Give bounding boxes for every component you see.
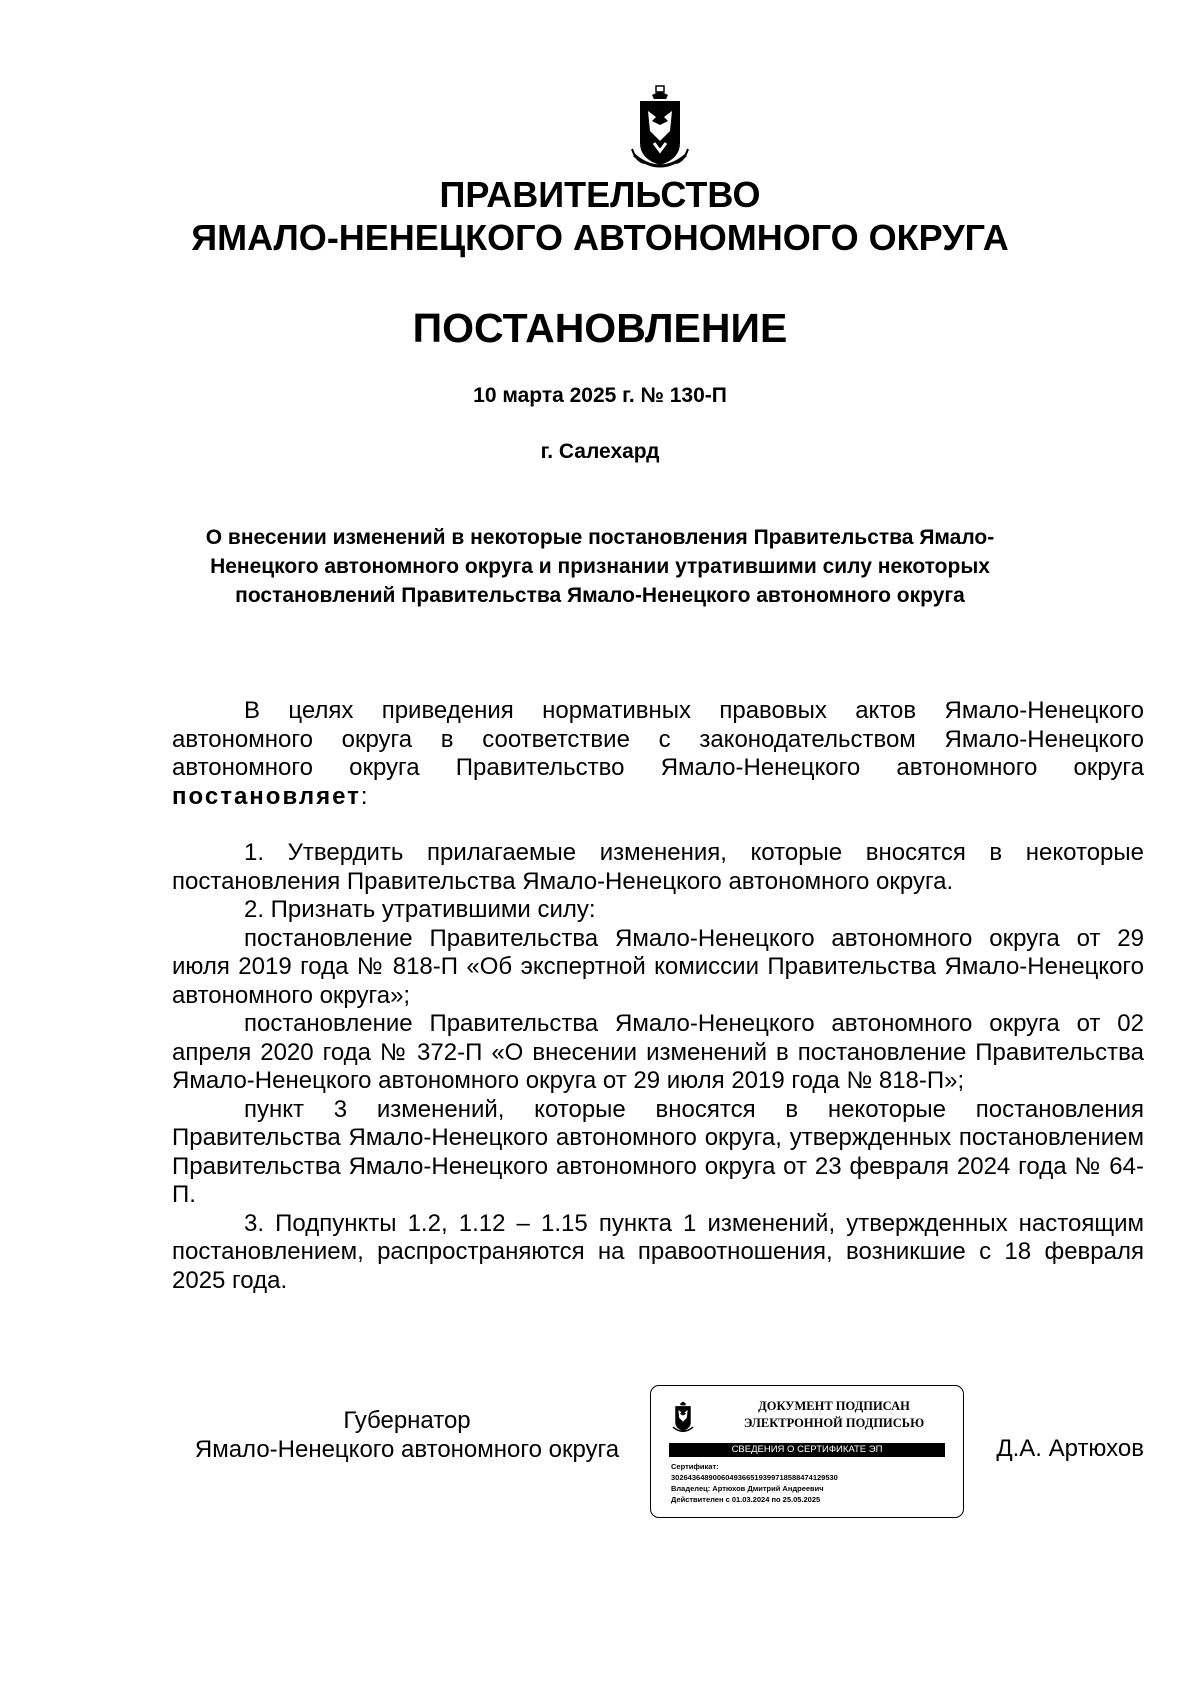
- signatory-title: [172, 1407, 642, 1464]
- paragraph-item-2-sub-1: постановление Правительства Ямало-Ненецкого автономного округа от 29 июля 2019 года № 818-П «Об экспертной комиссии Правительства Ямало-Ненецкого автономного округа»;: [172, 924, 1144, 1009]
- stamp-certificate-number: 30264364890060493665193997185884741295​30: [671, 1473, 838, 1482]
- paragraph-item-2: 2. Признать утратившими силу:: [244, 896, 596, 923]
- document-type: ПОСТАНОВЛЕНИЕ: [412, 305, 788, 351]
- decree-word: постановляет: [172, 782, 361, 810]
- coat-of-arms-icon: [630, 85, 690, 173]
- document-date-number: 10 марта 2025 г. № 130-П: [473, 384, 727, 407]
- preamble-suffix: :: [360, 782, 368, 810]
- paragraph-item-1: 1. Утвердить прилагаемые изменения, которые вносятся в некоторые постановления Правительства Ямало-Ненецкого автономного округа.: [172, 839, 1144, 895]
- paragraph-item-2-sub-3: пункт 3 изменений, которые вносятся в некоторые постановления Правительства Ямало-Ненецкого автономного округа, утвержденных постановлением Правительства Ямало-Ненецкого автономного округа от 23 февраля 2024 года № 64-П.: [172, 1095, 1144, 1208]
- signatory-title-line2: Ямало-Ненецкого автономного округа: [194, 1435, 620, 1463]
- stamp-heading-line1: ДОКУМЕНТ ПОДПИСАН: [758, 1399, 910, 1413]
- paragraph-item-2-sub-2: постановление Правительства Ямало-Ненецкого автономного округа от 02 апреля 2020 года № 372-П «О внесении изменений в постановление Правительства Ямало-Ненецкого автономного округа от 29 июля 2019 года № 818-П»;: [172, 1010, 1144, 1094]
- stamp-owner: Владелец: Артюхов Дмитрий Андреевич: [671, 1484, 824, 1493]
- document-city: г. Салехард: [540, 440, 660, 463]
- preamble-paragraph: [172, 697, 1144, 811]
- org-name-line1: ПРАВИТЕЛЬСТВО: [439, 174, 761, 215]
- stamp-validity: Действителен с 01.03.2024 по 25.05.2025: [671, 1495, 821, 1504]
- stamp-certificate-label: Сертификат:: [671, 1462, 719, 1471]
- electronic-signature-stamp: [650, 1385, 964, 1518]
- org-name-line2: ЯМАЛО-НЕНЕЦКОГО АВТОНОМНОГО ОКРУГА: [191, 217, 1009, 258]
- paragraph-item-3: 3. Подпункты 1.2, 1.12 – 1.15 пункта 1 изменений, утвержденных настоящим постановлением, распространяются на правоотношения, возникшие с 18 февраля 2025 года.: [172, 1209, 1144, 1294]
- stamp-certificate-bar: СВЕДЕНИЯ О СЕРТИФИКАТЕ ЭП: [669, 1443, 945, 1457]
- signatory-name: Д.А. Артюхов: [996, 1435, 1144, 1462]
- preamble-text: В целях приведения нормативных правовых актов Ямало-Ненецкого автономного округа в соответствие с законодательством Ямало-Ненецкого автономного округа Правительство Ямало-Ненецкого автономного округа: [172, 697, 1144, 781]
- coat-of-arms-icon: [671, 1400, 695, 1434]
- document-subject: О внесении изменений в некоторые постановления Правительства Ямало-Ненецкого автономного округа и признании утратившими силу некоторых постановлений Правительства Ямало-Ненецкого автономного округа: [205, 526, 995, 607]
- signatory-title-line1: Губернатор: [343, 1407, 471, 1434]
- stamp-heading-line2: ЭЛЕКТРОННОЙ ПОДПИСЬЮ: [743, 1416, 925, 1430]
- document-body: [172, 697, 1144, 1295]
